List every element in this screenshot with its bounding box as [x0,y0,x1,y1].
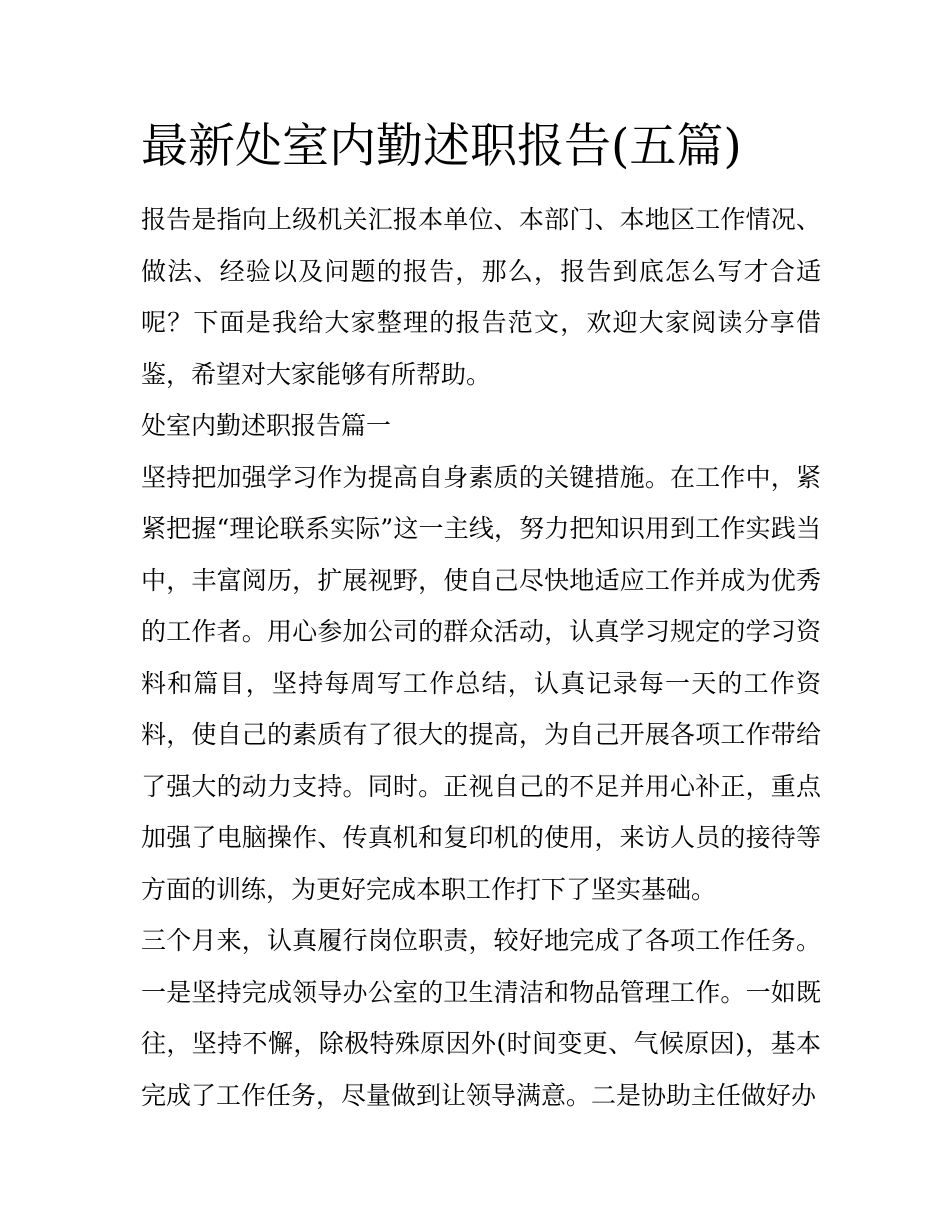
document-title: 最新处室内勤述职报告(五篇) [141,119,742,174]
body-paragraph: 坚持把加强学习作为提高自身素质的关键措施。在工作中，紧紧把握“理论联系实际”这一主线，努力把知识用到工作实践当中，丰富阅历，扩展视野，使自己尽快地适应工作并成为优秀的工作者。用心参加公司的群众活动，认真学习规定的学习资料和篇目，坚持每周写工作总结，认真记录每一天的工作资料，使自己的素质有了很大的提高，为自己开展各项工作带给了强大的动力支持。同时。正视自己的不足并用心补正，重点加强了电脑操作、传真机和复印机的使用，来访人员的接待等方面的训练，为更好完成本职工作打下了坚实基础。 [141,462,821,904]
document-body [141,112,821,1121]
body-paragraph: 三个月来，认真履行岗位职责，较好地完成了各项工作任务。一是坚持完成领导办公室的卫生清洁和物品管理工作。一如既往，坚持不懈，除极特殊原因外(时间变更、气候原因)，基本完成了工作任务，尽量做到让领导满意。二是协助主任做好办 [141,926,821,1110]
intro-paragraph: 报告是指向上级机关汇报本单位、本部门、本地区工作情况、做法、经验以及问题的报告，那么，报告到底怎么写才合适呢？下面是我给大家整理的报告范文，欢迎大家阅读分享借鉴，希望对大家能够有所帮助。 [141,205,821,389]
section-heading: 处室内勤述职报告篇一 [141,411,392,440]
